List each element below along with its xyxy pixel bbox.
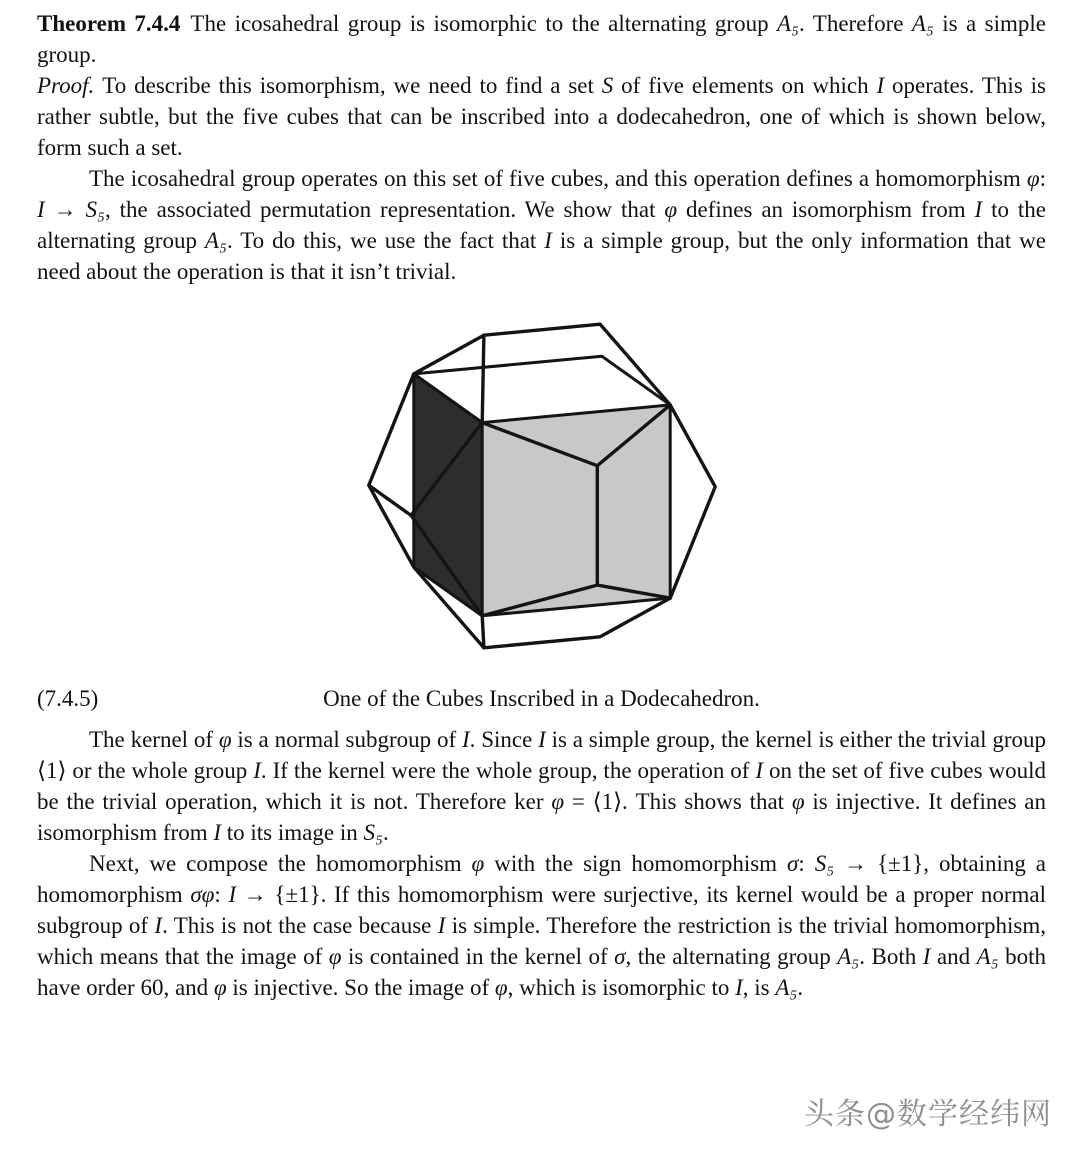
paragraph-kernel: The kernel of φ is a normal subgroup of I. Since I is a simple group, the kernel is either the trivial group ⟨1⟩ or the whole group I. If the kernel were the whole group, the operation of I on the set of five cubes would be the trivial operation, which it is not. Therefore ker φ = ⟨1⟩. This shows that φ is injective. It defines an isomorphism from I to its image in S₅.	[37, 727, 1047, 845]
proof-label: Proof.	[37, 73, 95, 98]
paragraph-homomorphism: The icosahedral group operates on this set of five cubes, and this operation defines a homomorphism φ: I → S₅, the associated permutation representation. We show that φ defines an isomorphism from I to the alternating group A₅. To do this, we use the fact that I is a simple group, but the only information that we need about the operation is that it isn’t trivial.	[37, 166, 1046, 284]
figure-caption-row	[37, 683, 1046, 714]
theorem-text: The icosahedral group is isomorphic to the alternating group A₅. Therefore A₅ is a simple group.	[37, 11, 1046, 67]
theorem-label: Theorem 7.4.4	[37, 11, 181, 36]
cube-face-light	[482, 405, 670, 616]
theorem-paragraph	[37, 8, 1046, 70]
paragraph-sign-homomorphism: Next, we compose the homomorphism φ with the sign homomorphism σ: S₅ → {±1}, obtaining a homomorphism σφ: I → {±1}. If this homomorphism were surjective, its kernel would be a proper normal subgroup of I. This is not the case because I is simple. Therefore the restriction is the trivial homomorphism, which means that the image of φ is contained in the kernel of σ, the alternating group A₅. Both I and A₅ both have order 60, and φ is injective. So the image of φ, which is isomorphic to I, is A₅.	[37, 851, 1047, 1000]
proof-text: To describe this isomorphism, we need to find a set S of five elements on which I operates. This is rather subtle, but the five cubes that can be inscribed into a dodecahedron, one of which is shown below, form such a set.	[37, 73, 1046, 160]
dodecahedron-figure	[37, 301, 1046, 671]
proof-paragraph	[37, 70, 1046, 163]
watermark: 头条@数学经纬网	[804, 1097, 1052, 1132]
caption-number: (7.4.5)	[37, 686, 99, 711]
dodecahedron-cube-drawing	[347, 301, 737, 671]
caption-text: One of the Cubes Inscribed in a Dodecahedron.	[323, 686, 760, 711]
